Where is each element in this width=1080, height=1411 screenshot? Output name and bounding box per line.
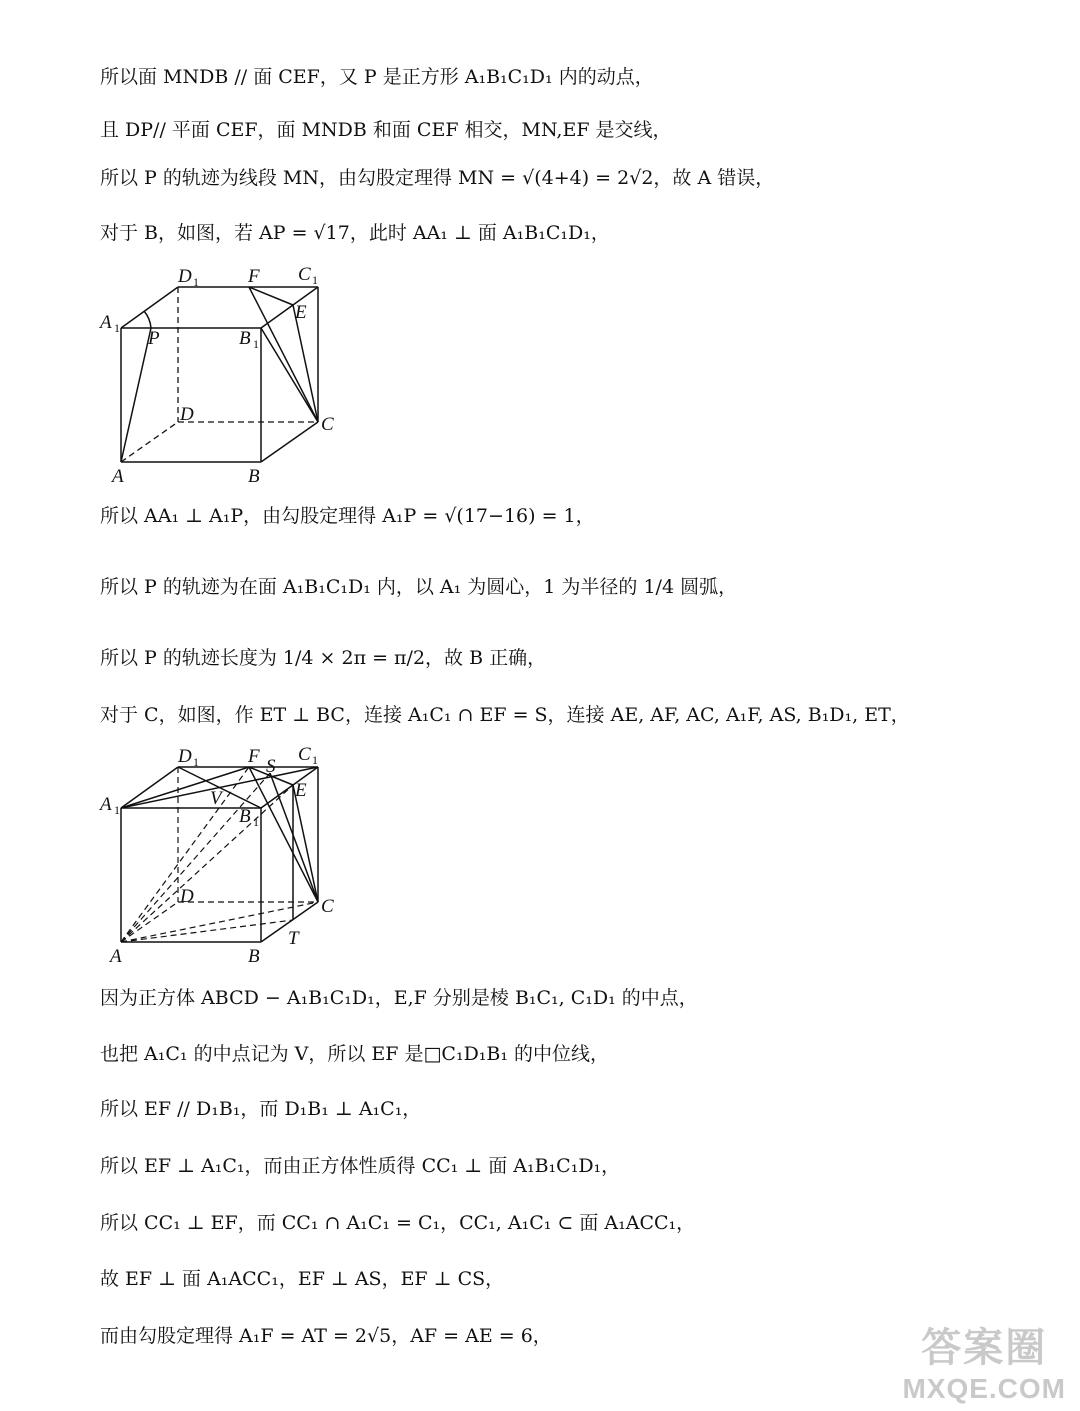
text-line-3: 所以 P 的轨迹为线段 MN，由勾股定理得 MN = √(4+4) = 2√2，故 A 错误， [100, 167, 775, 189]
text-line-10: 也把 A₁C₁ 的中点记为 V，所以 EF 是□C₁D₁B₁ 的中位线， [100, 1043, 610, 1065]
label-C1-sub: 1 [312, 273, 318, 287]
watermark-title: 答案圈 [921, 1326, 1048, 1370]
label-E: E [295, 302, 307, 323]
label-D: D [180, 404, 194, 425]
label-D1-sub: 1 [193, 755, 199, 769]
text-line-7: 所以 P 的轨迹长度为 1/4 × 2π = π/2，故 B 正确， [100, 647, 547, 669]
watermark-url: MXQE.COM [902, 1373, 1066, 1404]
label-D1: D [178, 266, 192, 287]
text-line-5: 所以 AA₁ ⊥ A₁P，由勾股定理得 A₁P = √(17−16) = 1， [100, 505, 595, 527]
label-B: B [248, 466, 260, 487]
label-A1: A [100, 312, 112, 333]
label-C: C [321, 896, 334, 917]
label-A1-sub: 1 [114, 803, 120, 817]
text-line-15: 而由勾股定理得 A₁F = AT = 2√5，AF = AE = 6， [100, 1325, 552, 1347]
text-line-12: 所以 EF ⊥ A₁C₁，而由正方体性质得 CC₁ ⊥ 面 A₁B₁C₁D₁， [100, 1155, 621, 1177]
label-D1: D [178, 746, 192, 767]
label-A: A [112, 466, 124, 487]
label-B: B [248, 946, 260, 967]
label-C1-sub: 1 [312, 753, 318, 767]
label-B1: B [239, 806, 251, 827]
watermark [902, 1316, 1066, 1405]
label-B1-sub: 1 [253, 337, 259, 351]
label-D1-sub: 1 [193, 275, 199, 289]
label-B1: B [239, 328, 251, 349]
text-line-13: 所以 CC₁ ⊥ EF，而 CC₁ ∩ A₁C₁ = C₁，CC₁, A₁C₁ ⊂ 面 A₁ACC₁， [100, 1212, 696, 1234]
text-line-11: 所以 EF // D₁B₁，而 D₁B₁ ⊥ A₁C₁， [100, 1098, 422, 1120]
text-line-2: 且 DP// 平面 CEF，面 MNDB 和面 CEF 相交，MN,EF 是交线， [100, 119, 672, 141]
label-T: T [288, 928, 299, 949]
cube-figure-2 [96, 742, 356, 970]
label-A1: A [100, 794, 112, 815]
label-V: V [210, 788, 222, 809]
text-line-4: 对于 B，如图，若 AP = √17，此时 AA₁ ⊥ 面 A₁B₁C₁D₁， [100, 222, 610, 244]
label-C1: C [298, 264, 311, 285]
label-A1-sub: 1 [114, 321, 120, 335]
label-F: F [248, 266, 260, 287]
cube-figure-1 [96, 262, 356, 490]
text-line-9: 因为正方体 ABCD − A₁B₁C₁D₁，E,F 分别是棱 B₁C₁, C₁D₁ 的中点， [100, 987, 698, 1009]
text-line-6: 所以 P 的轨迹为在面 A₁B₁C₁D₁ 内，以 A₁ 为圆心，1 为半径的 1/4 圆弧， [100, 576, 738, 598]
label-E: E [295, 780, 307, 801]
label-F: F [248, 746, 260, 767]
label-B1-sub: 1 [253, 815, 259, 829]
text-line-8: 对于 C，如图，作 ET ⊥ BC，连接 A₁C₁ ∩ EF = S，连接 AE, AF, AC, A₁F, AS, B₁D₁, ET， [100, 704, 910, 726]
text-line-14: 故 EF ⊥ 面 A₁ACC₁，EF ⊥ AS，EF ⊥ CS， [100, 1268, 505, 1290]
label-P: P [148, 328, 160, 349]
text-line-1: 所以面 MNDB // 面 CEF，又 P 是正方形 A₁B₁C₁D₁ 内的动点， [100, 66, 654, 88]
label-D: D [180, 886, 194, 907]
label-C: C [321, 414, 334, 435]
label-C1: C [298, 744, 311, 765]
label-A: A [110, 946, 122, 967]
label-S: S [266, 756, 276, 777]
